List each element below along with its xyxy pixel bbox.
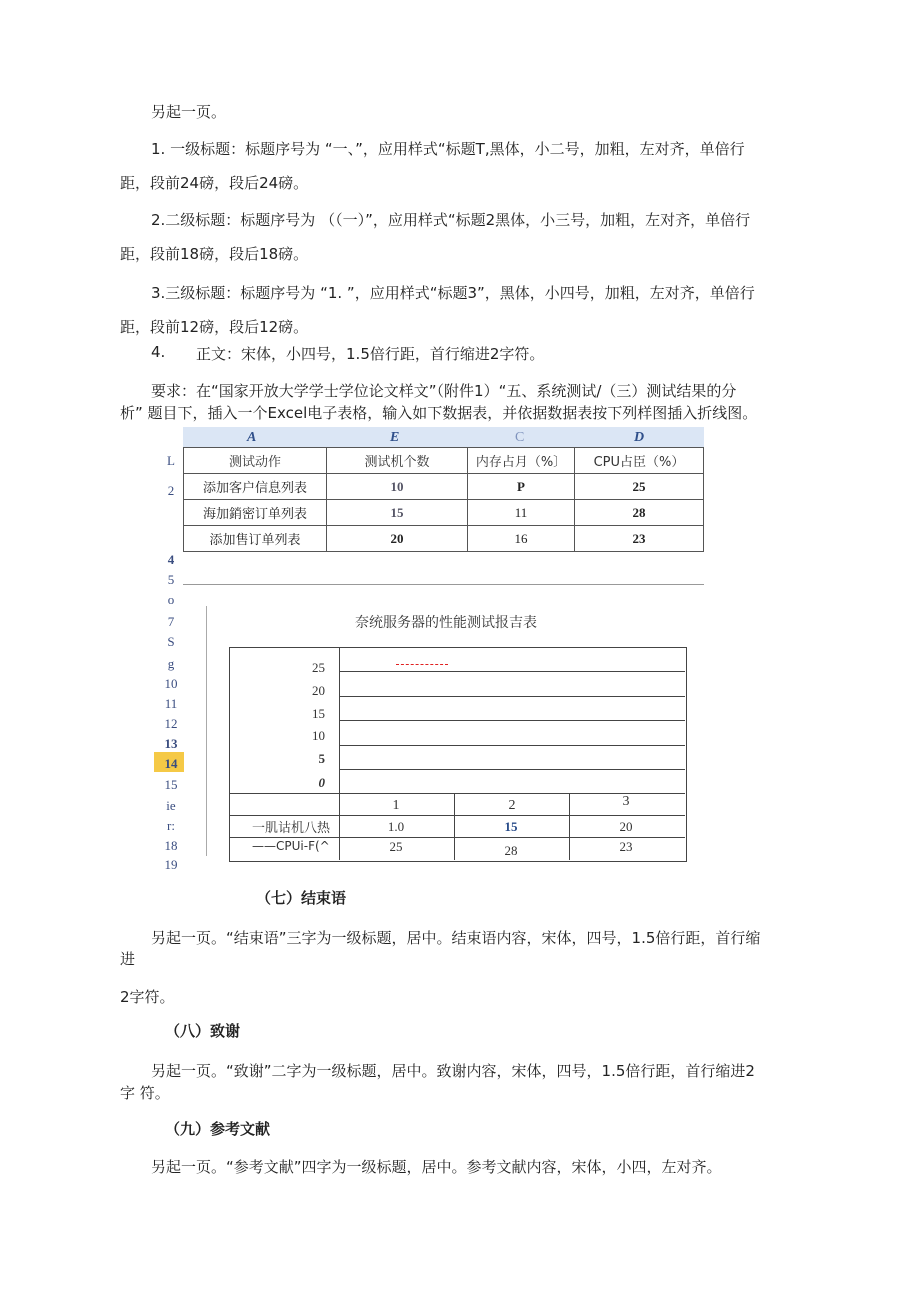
column-header-d[interactable]: D: [634, 430, 645, 445]
x-tick-label: 2: [508, 798, 516, 813]
row-number[interactable]: g: [167, 656, 175, 671]
column-header-b[interactable]: E: [390, 430, 400, 445]
table-header-row: [184, 448, 704, 474]
data-value: 1.0: [387, 819, 405, 834]
paragraph-heading1-rule: 1. 一级标题：标题序号为 “一、”，应用样式“标题T,黑体，小二号，加粗，左对齐，单倍行: [151, 140, 745, 158]
table-cell[interactable]: 15: [327, 500, 468, 526]
row-number[interactable]: ie: [166, 798, 176, 813]
table-cell[interactable]: 海加銷密订单列表: [184, 500, 327, 526]
paragraph-heading3-rule: 3.三级标题：标题序号为 “1. ”，应用样式“标题3”，黑体，小四号，加粗，左对齐，单倍行: [151, 284, 755, 302]
row-number[interactable]: L: [167, 453, 175, 468]
row-number[interactable]: 10: [164, 676, 178, 691]
table-cell[interactable]: 20: [327, 526, 468, 552]
table-header-cell[interactable]: CPU占臣（%）: [575, 448, 704, 474]
y-axis-line: [339, 647, 340, 860]
paragraph-heading2-rule: 2.二级标题：标题序号为 （（一）”，应用样式“标题2黑体，小三号，加粗，左对齐，单倍行: [151, 211, 751, 229]
paragraph-acknowledgement-cont: 字 符。: [120, 1084, 170, 1102]
table-cell[interactable]: 25: [575, 474, 704, 500]
y-tick-label: 10: [312, 728, 325, 743]
row-number[interactable]: r:: [167, 818, 175, 833]
row-number[interactable]: 4: [167, 552, 175, 567]
column-header-a[interactable]: A: [247, 430, 257, 445]
row-number[interactable]: 13: [164, 736, 178, 751]
paragraph-conclusion-cont: 进: [120, 950, 136, 968]
data-value: 23: [619, 839, 633, 854]
row-number[interactable]: 2: [167, 483, 175, 498]
legend-series-1: 一肌诂机八热: [252, 821, 331, 836]
row-number[interactable]: 5: [167, 572, 175, 587]
paragraph-acknowledgement: 另起一页。“致谢”二字为一级标题，居中。致谢内容，宋体，四号，1.5倍行距，首行缩进2: [151, 1062, 755, 1080]
row-number[interactable]: 7: [167, 614, 175, 629]
section-title-acknowledgement: （八）致谢: [165, 1022, 241, 1040]
table-cell[interactable]: 28: [575, 500, 704, 526]
row-number[interactable]: S: [167, 634, 175, 649]
row-number[interactable]: 18: [164, 838, 178, 853]
table-cell[interactable]: 23: [575, 526, 704, 552]
table-cell[interactable]: 添加客户信息列表: [184, 474, 327, 500]
legend-series-2: ——CPUi-F(^: [252, 839, 330, 853]
data-value: 28: [504, 843, 518, 858]
paragraph-heading2-rule-cont: 距，段前18磅，段后18磅。: [120, 245, 309, 263]
paragraph-new-page: 另起一页。: [151, 103, 227, 121]
data-value: 20: [619, 819, 633, 834]
gridline: [339, 769, 685, 770]
table-row: [184, 500, 704, 526]
table-cell[interactable]: 11: [468, 500, 575, 526]
gridline: [339, 720, 685, 721]
table-row: [184, 526, 704, 552]
paragraph-requirement-cont: 析” 题目下，插入一个Excel电子表格，输入如下数据表，并依据数据表按下列样图插入折线图。: [120, 404, 758, 422]
data-table-divider: [454, 793, 455, 860]
table-header-cell[interactable]: 内存占月（%〕: [468, 448, 575, 474]
row-number[interactable]: 19: [164, 857, 178, 872]
paragraph-conclusion: 另起一页。“结束语”三字为一级标题，居中。结束语内容，宋体，四号，1.5倍行距，首行缩: [151, 929, 761, 947]
table-cell[interactable]: 添加售订单列表: [184, 526, 327, 552]
gridline: [339, 696, 685, 697]
gridline: [339, 671, 685, 672]
y-tick-label: 5: [318, 751, 325, 766]
spreadsheet-column-header: [183, 427, 704, 447]
row-number[interactable]: 15: [164, 777, 178, 792]
chart-title: 奈统服务器的性能测试报吉表: [355, 615, 537, 631]
table-header-cell[interactable]: 测试动作: [184, 448, 327, 474]
series-line: [396, 664, 448, 665]
table-cell[interactable]: 10: [327, 474, 468, 500]
table-row: [184, 474, 704, 500]
table-cell[interactable]: 16: [468, 526, 575, 552]
row-number[interactable]: 11: [164, 696, 178, 711]
paragraph-heading3-rule-cont: 距，段前12磅，段后12磅。: [120, 318, 309, 336]
y-tick-label: 25: [312, 660, 325, 675]
paragraph-body-rule: 正文：宋体，小四号，1.5倍行距，首行缩进2字符。: [196, 345, 545, 363]
row-number[interactable]: o: [167, 592, 175, 607]
chart-frame-edge: [206, 606, 207, 856]
gridline: [339, 745, 685, 746]
column-header-c[interactable]: C: [515, 430, 525, 445]
paragraph-references: 另起一页。“参考文献”四字为一级标题，居中。参考文献内容，宋体，小四，左对齐。: [151, 1158, 722, 1176]
data-table-divider: [229, 815, 685, 816]
table-cell[interactable]: P: [468, 474, 575, 500]
data-value: 15: [504, 819, 518, 834]
row-number[interactable]: 12: [164, 716, 178, 731]
x-tick-label: 1: [392, 798, 400, 813]
row-divider: [183, 584, 704, 585]
data-table-divider: [569, 793, 570, 860]
row-number-selected[interactable]: 14: [164, 756, 178, 771]
y-tick-label: 0: [318, 775, 325, 790]
paragraph-heading1-rule-cont: 距，段前24磅，段后24磅。: [120, 174, 309, 192]
paragraph-requirement: 要求：在“国家开放大学学士学位论文样文”（附件1）“五、系统测试/（三）测试结果的分: [151, 382, 737, 400]
data-table-divider: [229, 837, 685, 838]
paragraph-body-rule-number: 4.: [151, 343, 166, 361]
x-tick-label: 3: [622, 794, 630, 809]
section-title-references: （九）参考文献: [165, 1120, 271, 1138]
y-tick-label: 15: [312, 706, 325, 721]
paragraph-conclusion-cont2: 2字符。: [120, 988, 175, 1006]
data-table: [183, 447, 704, 552]
y-tick-label: 20: [312, 683, 325, 698]
section-title-conclusion: （七）结束语: [256, 889, 347, 907]
data-value: 25: [389, 839, 403, 854]
table-header-cell[interactable]: 测试机个数: [327, 448, 468, 474]
